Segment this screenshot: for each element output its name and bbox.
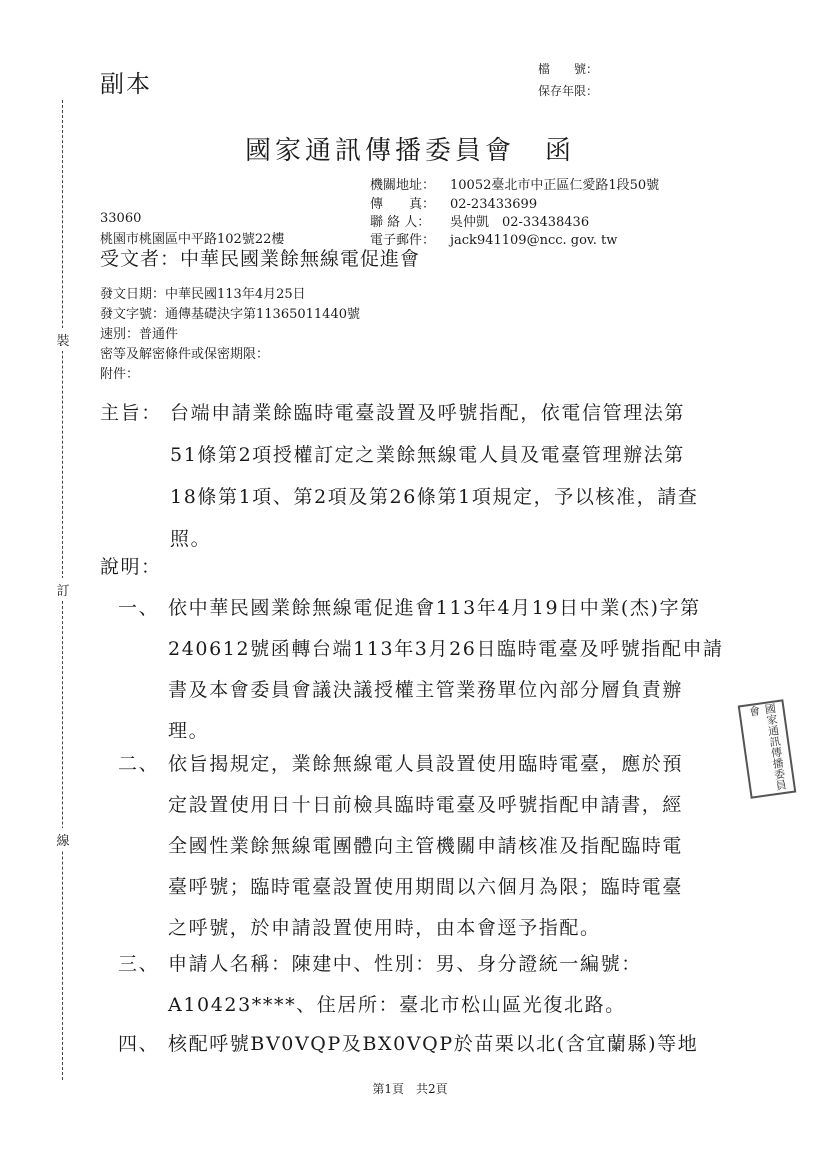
explanation-item-2	[118, 744, 738, 949]
item-line: 申請人名稱：陳建中、性別：男、身分證統一編號：	[168, 953, 642, 975]
contact-person: 聯 絡 人： 吳仲凱 02-33438436	[370, 215, 590, 230]
item-number: 二、	[118, 753, 160, 775]
item-number: 三、	[118, 953, 160, 975]
item-line: 理。	[168, 720, 210, 742]
subject-line: 台端申請業餘臨時電臺設置及呼號指配，依電信管理法第	[170, 402, 686, 424]
recipient-address: 桃園市桃園區中平路102號22樓	[100, 232, 285, 247]
explanation-item-1	[118, 588, 738, 752]
explanation-item-4	[118, 1024, 738, 1065]
binding-mark-2: 訂	[56, 578, 70, 601]
issue-date: 發文日期：中華民國113年4月25日	[100, 287, 306, 302]
explanation-item-3	[118, 944, 738, 1026]
explanation-title: 說明：	[100, 556, 162, 578]
subject-line: 照。	[170, 528, 212, 550]
item-line: A10423****、住居所：臺北市松山區光復北路。	[168, 994, 626, 1016]
item-line: 核配呼號BV0VQP及BX0VQP於苗栗以北(含宜蘭縣)等地	[168, 1033, 699, 1055]
subject-lead: 主旨：	[100, 402, 162, 424]
agency-address: 機關地址： 10052臺北市中正區仁愛路1段50號	[370, 178, 660, 193]
item-line: 臺呼號；臨時電臺設置使用期間以六個月為限；臨時電臺	[168, 876, 684, 898]
item-line: 依旨揭規定，業餘無線電人員設置使用臨時電臺，應於預	[168, 753, 684, 775]
file-number-label: 檔 號：	[538, 62, 599, 76]
binding-mark-3: 線	[56, 828, 70, 851]
item-line: 240612號函轉台端113年3月26日臨時電臺及呼號指配申請	[168, 638, 724, 660]
item-number: 四、	[118, 1033, 160, 1055]
attachments: 附件：	[100, 367, 140, 382]
subject-line: 18條第1項、第2項及第26條第1項規定，予以核准，請查	[170, 486, 699, 508]
binding-mark-1: 裝	[56, 328, 70, 351]
document-title: 國家通訊傳播委員會 函	[244, 136, 575, 166]
page-number: 第1頁 共2頁	[372, 1082, 448, 1096]
subject-line: 51條第2項授權訂定之業餘無線電人員及電臺管理辦法第	[170, 444, 685, 466]
item-line: 書及本會委員會議決議授權主管業務單位內部分層負責辦	[168, 679, 684, 701]
classification: 密等及解密條件或保密期限：	[100, 347, 270, 362]
item-line: 依中華民國業餘無線電促進會113年4月19日中業(杰)字第	[168, 597, 701, 619]
document-number: 發文字號：通傳基礎決字第11365011440號	[100, 307, 360, 322]
item-line: 定設置使用日十日前檢具臨時電臺及呼號指配申請書，經	[168, 794, 684, 816]
delivery-speed: 速別：普通件	[100, 327, 179, 342]
recipient-postcode: 33060	[100, 211, 142, 226]
email: 電子郵件： jack941109@ncc. gov. tw	[370, 233, 618, 248]
copy-mark: 副本	[100, 70, 152, 98]
item-line: 之呼號，於申請設置使用時，由本會逕予指配。	[168, 917, 601, 939]
subject	[100, 392, 740, 560]
agency-seal-stamp: 國家通訊傳播委員會	[738, 699, 797, 798]
item-number: 一、	[118, 597, 160, 619]
retention-period-label: 保存年限：	[538, 84, 599, 98]
recipient: 受文者：中華民國業餘無線電促進會	[100, 248, 421, 270]
fax: 傳 真： 02-23433699	[370, 197, 538, 212]
item-line: 全國性業餘無線電團體向主管機關申請核准及指配臨時電	[168, 835, 684, 857]
